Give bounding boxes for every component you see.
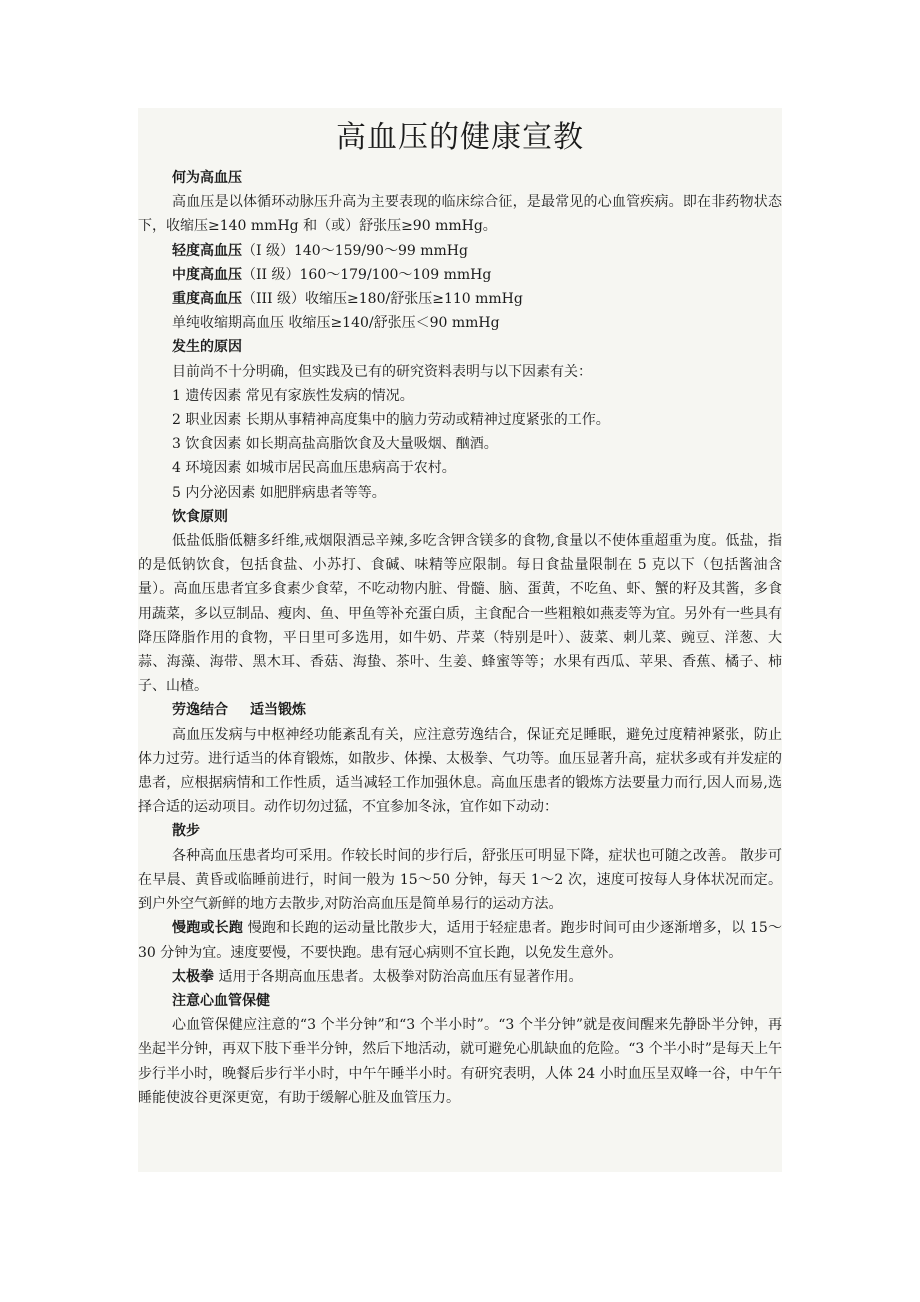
heading-rest: 劳逸结合 — [172, 702, 228, 719]
paragraph-diet: 低盐低脂低糖多纤维,戒烟限酒忌辛辣,多吃含钾含镁多的食物,食量以不使体重超重为度。低盐，指的是低钠饮食，包括食盐、小苏打、食碱、味精等应限制。每日食盐量限制在 5 克以下（包括酱油含量）。高血压患者宜多食素少食荤，不吃动物内脏、骨髓、脑、蛋黄，不吃鱼、虾、蟹的籽及其酱，多食用蔬菜，多以豆制品、瘦肉、鱼、甲鱼等补充蛋白质，主食配合一些粗粮如燕麦等为宜。另外有一些具有降压降脂作用的食物，平日里可多选用，如牛奶、芹菜（特别是叶）、菠菜、刺儿菜、豌豆、洋葱、大蒜、海藻、海带、黑木耳、香菇、海蛰、茶叶、生姜、蜂蜜等等；水果有西瓜、苹果、香蕉、橘子、柿子、山楂。 — [138, 533, 782, 695]
cause-item: 1 遗传因素 常见有家族性发病的情况。 — [172, 387, 414, 404]
paragraph-cardio-care: 心血管保健应注意的“3 个半分钟”和“3 个半小时”。“3 个半分钟”就是夜间醒来先静卧半分钟，再坐起半分钟，再双下肢下垂半分钟，然后下地活动，就可避免心肌缺血的危险。“3 个半小时”是每天上午步行半小时，晚餐后步行半小时，中午午睡半小时。有研究表明，人体 24 小时血压呈双峰一谷，中午午睡能使波谷更深更宽，有助于缓解心脏及血管压力。 — [138, 1017, 782, 1106]
heading-walking: 散步 — [172, 823, 200, 840]
grade-severe — [138, 287, 782, 311]
document-page — [138, 108, 782, 1172]
heading-what-is: 何为高血压 — [172, 170, 242, 186]
heading-cardio-care: 注意心血管保健 — [172, 992, 270, 1009]
cause-item: 5 内分泌因素 如肥胖病患者等等。 — [172, 484, 386, 501]
grade-moderate-label: 中度高血压 — [172, 266, 242, 283]
grade-mild-label: 轻度高血压 — [172, 242, 242, 259]
grade-isolated-systolic: 单纯收缩期高血压 收缩压≥140/舒张压＜90 mmHg — [172, 315, 500, 332]
cause-item: 4 环境因素 如城市居民高血压患病高于农村。 — [172, 460, 456, 477]
grade-mild — [138, 239, 782, 263]
paragraph-exercise: 高血压发病与中枢神经功能紊乱有关，应注意劳逸结合，保证充足睡眠，避免过度精神紧张，防止体力过劳。进行适当的体育锻炼，如散步、体操、太极拳、气功等。血压显著升高，症状多或有并发症的患者，应根据病情和工作性质，适当减轻工作加强休息。高血压患者的锻炼方法要量力而行,因人而易,选择合适的运动项目。动作切勿过猛，不宜参加冬泳，宜作如下动动： — [138, 726, 782, 816]
grade-severe-text: （III 级）收缩压≥180/舒张压≥110 mmHg — [242, 291, 523, 308]
cause-item: 3 饮食因素 如长期高盐高脂饮食及大量吸烟、酗酒。 — [172, 436, 498, 453]
heading-causes: 发生的原因 — [172, 339, 242, 356]
heading-rest-exercise — [138, 698, 782, 722]
grade-moderate — [138, 263, 782, 287]
taichi-label: 太极拳 — [172, 968, 214, 985]
paragraph-taichi — [138, 965, 782, 989]
cause-item: 2 职业因素 长期从事精神高度集中的脑力劳动或精神过度紧张的工作。 — [172, 412, 610, 429]
heading-exercise: 适当锻炼 — [250, 702, 306, 719]
grade-mild-text: （I 级）140～159/90～99 mmHg — [242, 242, 468, 259]
taichi-text: 适用于各期高血压患者。太极拳对防治高血压有显著作用。 — [214, 968, 583, 985]
jogging-label: 慢跑或长跑 — [172, 920, 244, 937]
document-title: 高血压的健康宣教 — [336, 120, 584, 155]
heading-diet: 饮食原则 — [172, 508, 228, 525]
causes-intro: 目前尚不十分明确，但实践及已有的研究资料表明与以下因素有关： — [172, 363, 592, 380]
grade-moderate-text: （II 级）160～179/100～109 mmHg — [242, 266, 492, 283]
document-content — [138, 108, 782, 1110]
grade-severe-label: 重度高血压 — [172, 291, 242, 308]
paragraph-walking: 各种高血压患者均可采用。作较长时间的步行后，舒张压可明显下降，症状也可随之改善。 散步可在早晨、黄昏或临睡前进行，时间一般为 15～50 分钟，每天 1～2 次，速度可按每人身体状况而定。到户外空气新鲜的地方去散步,对防治高血压是简单易行的运动方法。 — [138, 847, 782, 913]
jogging-text: 慢跑和长跑的运动量比散步大，适用于轻症患者。跑步时间可由少逐渐增多，以 15～30 分钟为宜。速度要慢，不要快跑。患有冠心病则不宜长跑，以免发生意外。 — [138, 920, 783, 961]
paragraph-definition: 高血压是以体循环动脉压升高为主要表现的临床综合征，是最常见的心血管疾病。即在非药物状态下，收缩压≥140 mmHg 和（或）舒张压≥90 mmHg。 — [138, 194, 782, 235]
paragraph-jogging — [138, 916, 782, 964]
